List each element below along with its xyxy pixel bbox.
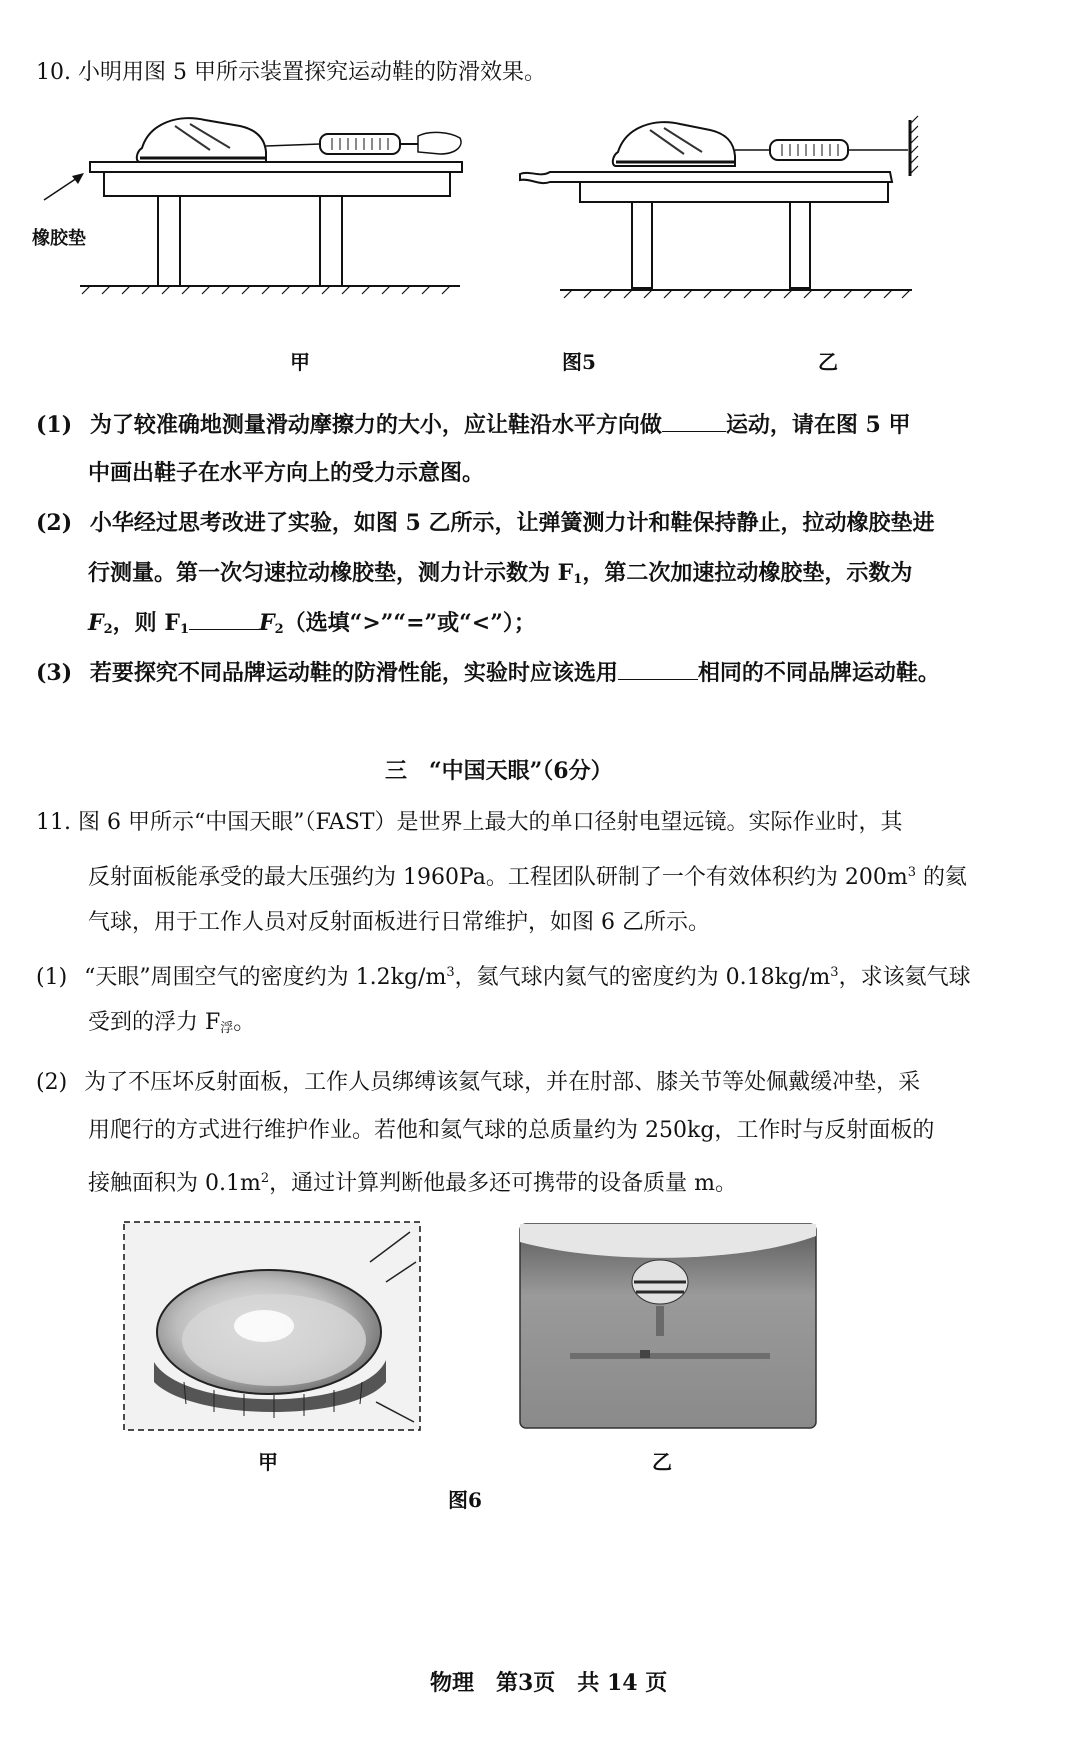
q10-stem: 10. 小明用图 5 甲所示装置探究运动鞋的防滑效果。: [36, 60, 546, 85]
q10-p1-line1: [36, 410, 910, 440]
q10-p3-num: (3): [36, 660, 73, 686]
rubber-mat-left: [90, 162, 462, 172]
fig5-left-apparatus: [80, 100, 560, 340]
fig5-caption-center: 图5: [562, 350, 596, 374]
fig5-caption-left: 甲: [290, 350, 310, 374]
q10-p2-blank[interactable]: [189, 629, 259, 630]
hand-icon: [418, 132, 461, 154]
section-3-title: 三 “中国天眼”（6分）: [385, 758, 613, 784]
q10-p1-line2: 中画出鞋子在水平方向上的受力示意图。: [88, 460, 485, 486]
q11-p1-a: “天眼”周围空气的密度约为 1.2kg/m: [84, 965, 447, 990]
q10-p2-c-then: ，则 F: [112, 610, 180, 636]
fig6-caption-center: 图6: [448, 1488, 482, 1512]
q10-p2-c-f2: F: [259, 610, 275, 636]
q10-p1-blank[interactable]: [662, 431, 726, 432]
q10-p2-line1: [36, 508, 934, 538]
q11-p2-a: 为了不压坏反射面板，工作人员绑缚该氦气球，并在肘部、膝关节等处佩戴缓冲垫，采: [84, 1070, 921, 1095]
q10-p2-b-sub: 1: [573, 572, 583, 587]
q10-p2-b: 行测量。第一次匀速拉动橡胶垫，测力计示数为 F: [88, 560, 574, 586]
q11-p1-c: ，求该氦气球: [838, 965, 971, 990]
q10-p1-num: (1): [36, 412, 73, 438]
fig5-caption-right: 乙: [818, 350, 838, 374]
q10-p2-num: (2): [36, 510, 73, 536]
q10-p2-c-sub1: 1: [179, 622, 189, 637]
fig6-caption-left: 甲: [258, 1450, 278, 1474]
shoe-right: [613, 122, 735, 166]
q11-line1: 11. 图 6 甲所示“中国天眼”（FAST）是世界上最大的单口径射电望远镜。实际作业时，其: [36, 810, 903, 835]
q11-p1-b: ，氦气球内氦气的密度约为 0.18kg/m: [454, 965, 831, 990]
q10-p2-line2: [88, 558, 912, 595]
q10-p2-c-tail: （选填“>”“=”或“<”）；: [283, 610, 536, 636]
q10-p2-c-f: F: [88, 610, 104, 636]
fig6-left-photo: [124, 1222, 420, 1430]
q10-p2-line3: [88, 608, 536, 645]
q11-p2-line2: 用爬行的方式进行维护作业。若他和氦气球的总质量约为 250kg，工作时与反射面板的: [88, 1118, 935, 1143]
fig6-right-photo: [520, 1224, 816, 1428]
fig5-right-apparatus: [560, 100, 980, 340]
q11-p2-c: 接触面积为 0.1m: [88, 1171, 261, 1196]
q11-p1-num: (1): [36, 965, 68, 990]
q11-line2: [88, 858, 967, 893]
page-footer: 物理 第3页 共 14 页: [430, 1670, 668, 1696]
q11-p1-d: 受到的浮力 F: [88, 1010, 221, 1035]
q11-p2-line3: [88, 1164, 737, 1199]
q10-p1-b: 运动，请在图 5 甲: [725, 412, 911, 438]
q11-l2b: 的氦: [916, 865, 968, 890]
q10-p2-c-sub: 2: [103, 622, 113, 637]
fig6-caption-right: 乙: [652, 1450, 672, 1474]
q11-p2-line1: [36, 1068, 920, 1098]
q11-line3: 气球，用于工作人员对反射面板进行日常维护，如图 6 乙所示。: [88, 910, 710, 935]
q11-p1-line2: [88, 1008, 255, 1044]
q11-p1-d-end: 。: [233, 1010, 256, 1035]
q11-p1-line1: [36, 958, 971, 993]
q11-p1-d-sub: 浮: [220, 1021, 234, 1036]
q10-p3-line1: [36, 658, 940, 688]
q10-p3-b: 相同的不同品牌运动鞋。: [697, 660, 940, 686]
q10-p1-a: 为了较准确地测量滑动摩擦力的大小，应让鞋沿水平方向做: [89, 412, 662, 438]
q11-p2-c-sup: 2: [260, 1171, 270, 1186]
q10-p2-a: 小华经过思考改进了实验，如图 5 乙所示，让弹簧测力计和鞋保持静止，拉动橡胶垫进: [89, 510, 935, 536]
q11-p2-c2: ，通过计算判断他最多还可携带的设备质量 m。: [269, 1171, 737, 1196]
q11-l2-sup: 3: [907, 865, 917, 880]
q10-p2-c-sub2: 2: [274, 622, 284, 637]
q10-p3-blank[interactable]: [618, 679, 698, 680]
q11-l2a: 反射面板能承受的最大压强约为 1960Pa。工程团队研制了一个有效体积约为 200m: [88, 865, 908, 890]
q10-p3-a: 若要探究不同品牌运动鞋的防滑性能，实验时应该选用: [89, 660, 618, 686]
q11-p1-sup1: 3: [446, 965, 455, 980]
q10-p2-b2: ，第二次加速拉动橡胶垫，示数为: [582, 560, 913, 586]
q11-p2-num: (2): [36, 1070, 68, 1095]
q11-p1-sup2: 3: [830, 965, 839, 980]
fig5-mat-label: 橡胶垫: [32, 228, 86, 249]
shoe-left: [137, 118, 266, 162]
